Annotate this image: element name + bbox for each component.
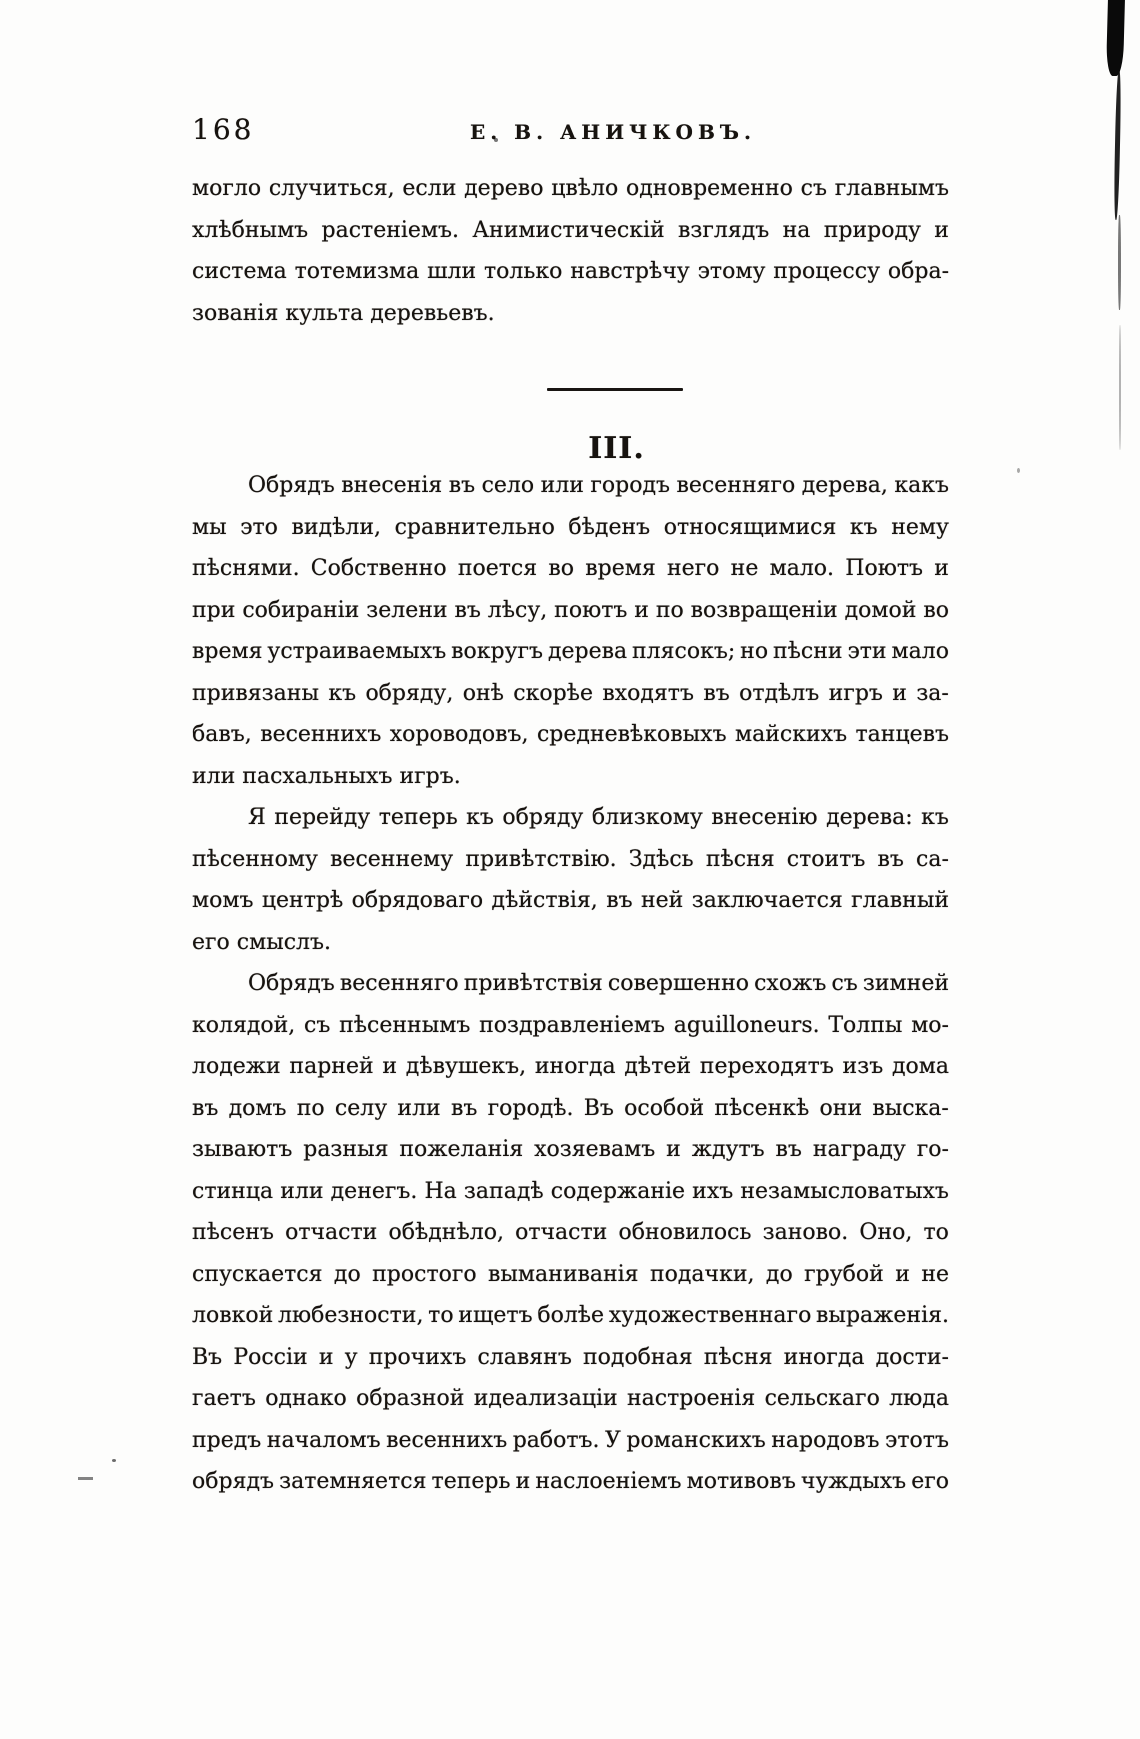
word: шли — [427, 259, 477, 284]
word: прочихъ — [368, 1344, 467, 1370]
word: весеннихъ — [386, 1427, 508, 1453]
text-line — [192, 1137, 949, 1179]
word: мы — [192, 514, 227, 540]
word: заключается — [691, 888, 843, 913]
word: къ — [466, 805, 494, 830]
word: началомъ — [266, 1427, 381, 1453]
word: весеннему — [330, 846, 454, 872]
text-line — [192, 1054, 949, 1096]
word: близкому — [591, 805, 703, 830]
word: награду — [812, 1137, 906, 1162]
word: иногда — [534, 1054, 616, 1079]
word: внесенію — [711, 805, 818, 830]
word: выска- — [872, 1095, 949, 1121]
word: и — [382, 1054, 398, 1079]
word: обѣднѣло, — [388, 1220, 504, 1245]
word: отдѣлъ — [739, 680, 820, 706]
word: обрядоваго — [351, 888, 484, 913]
word: болѣе — [537, 1303, 605, 1328]
word: главный — [851, 888, 949, 913]
word: образной — [356, 1386, 465, 1411]
word: обновилось — [618, 1220, 752, 1245]
word: На — [424, 1178, 457, 1204]
text-line — [192, 1303, 949, 1345]
word: пѣсенному — [192, 846, 318, 872]
word: вокругъ — [451, 639, 544, 664]
word: и — [515, 1469, 531, 1494]
word: него — [666, 556, 720, 581]
word: Я — [248, 805, 266, 830]
word: и — [934, 556, 949, 581]
text-line — [192, 722, 949, 764]
word: и — [892, 680, 907, 706]
word: Поютъ — [845, 556, 924, 581]
word: городъ — [590, 473, 671, 498]
word: нему — [891, 514, 949, 540]
word: въ — [448, 473, 476, 498]
word: зываютъ — [192, 1137, 293, 1162]
word: и — [934, 217, 949, 243]
word: художественнаго — [608, 1303, 812, 1328]
word: изъ — [842, 1054, 884, 1079]
word: на — [782, 217, 811, 243]
word: средневѣковыхъ — [536, 722, 727, 747]
word: дѣйствія, — [491, 888, 598, 913]
word: дома — [891, 1054, 949, 1079]
word: главнымъ — [834, 176, 949, 201]
word: зелени — [366, 597, 448, 623]
text-line: его смыслъ. — [192, 929, 332, 955]
word: Обрядъ — [248, 473, 335, 498]
word: пѣсня — [703, 1344, 773, 1370]
word: то — [923, 1220, 949, 1245]
word: пожеланія — [399, 1137, 524, 1162]
word: во — [923, 597, 949, 623]
text-line — [192, 805, 949, 847]
word: село — [481, 473, 535, 498]
text-line — [192, 1262, 949, 1304]
word: ней — [640, 888, 684, 913]
word: незамысловатыхъ — [740, 1178, 949, 1204]
text-line — [192, 1096, 949, 1138]
word: простого — [372, 1261, 477, 1287]
word: пѣсенъ — [192, 1220, 274, 1245]
word: возвращеніи — [690, 597, 838, 623]
page-body — [192, 176, 949, 1511]
word: майскихъ — [735, 722, 848, 747]
section-divider — [547, 388, 683, 391]
word: парней — [289, 1054, 374, 1079]
word: видѣли, — [291, 514, 381, 540]
text-line — [192, 556, 949, 598]
scan-artifact-edge-line — [1113, 70, 1121, 220]
word: момъ — [192, 888, 254, 913]
word: съ — [304, 1012, 331, 1038]
word: колядой, — [192, 1012, 296, 1038]
text-line — [192, 176, 949, 218]
word: городѣ. — [487, 1095, 574, 1121]
text-line — [192, 639, 949, 681]
word: домъ — [228, 1095, 287, 1121]
word: если — [402, 176, 457, 201]
word: къ — [921, 805, 949, 830]
word: са- — [916, 846, 949, 872]
paragraph — [192, 473, 949, 805]
word: мало — [891, 639, 949, 664]
word: aguilloneurs. — [673, 1012, 820, 1038]
word: пѣсня — [705, 846, 775, 872]
word: работъ. — [512, 1427, 600, 1453]
word: во — [548, 556, 575, 581]
word: поютъ — [554, 597, 628, 623]
word: сравнительно — [394, 514, 555, 540]
word: отчасти — [515, 1220, 608, 1245]
word: пѣсенкѣ — [714, 1095, 810, 1121]
word: то — [428, 1303, 454, 1328]
word: дѣтей — [624, 1054, 692, 1079]
word: наслоеніемъ — [535, 1469, 682, 1494]
word: выраженія. — [816, 1303, 949, 1328]
text-line — [192, 1386, 949, 1428]
word: и — [634, 597, 649, 623]
word: въ — [877, 846, 904, 872]
text-line — [192, 1469, 949, 1511]
word: или — [280, 1178, 324, 1204]
word: теперь — [378, 805, 458, 830]
word: привѣтствію. — [465, 846, 617, 872]
word: обра- — [887, 259, 949, 284]
word: дерева: — [826, 805, 913, 830]
word: природу — [823, 217, 921, 243]
word: и — [895, 1261, 910, 1287]
word: обряду, — [365, 680, 454, 706]
text-line — [192, 598, 949, 640]
word: особой — [624, 1095, 705, 1121]
word: хлѣбнымъ — [192, 217, 309, 243]
word: Толпы — [828, 1012, 903, 1038]
word: славянъ — [477, 1344, 572, 1370]
word: ищетъ — [458, 1303, 533, 1328]
word: переходятъ — [699, 1054, 834, 1079]
word: и — [318, 1344, 334, 1370]
word: дерева — [547, 639, 628, 664]
word: по — [655, 597, 684, 623]
text-line — [192, 1220, 949, 1262]
word: содержаніе — [550, 1178, 686, 1204]
word: подобная — [582, 1344, 693, 1370]
scan-artifact-edge-line-faint — [1118, 215, 1121, 310]
word: тотемизма — [294, 259, 420, 284]
word: мотивовъ — [686, 1469, 796, 1494]
word: поздравленіемъ — [479, 1012, 665, 1038]
paragraph — [192, 805, 949, 971]
word: въ — [454, 597, 481, 623]
word: относящимися — [663, 514, 837, 540]
word: го- — [916, 1137, 949, 1162]
word: взглядъ — [677, 217, 770, 243]
word: весенняго — [676, 473, 796, 498]
word: иногда — [783, 1344, 865, 1370]
word: система — [192, 259, 287, 284]
word: поется — [457, 556, 538, 581]
word: за- — [916, 680, 949, 706]
word: по — [296, 1095, 325, 1121]
word: лодежи — [192, 1054, 281, 1079]
word: привѣтствія — [463, 971, 603, 996]
word: гаетъ — [192, 1386, 256, 1411]
section-heading: III. — [588, 431, 645, 466]
word: ждутъ — [691, 1137, 765, 1162]
word: стоитъ — [786, 846, 866, 872]
text-line — [192, 259, 949, 301]
word: затемняется — [279, 1469, 427, 1494]
word: Анимистическій — [472, 217, 665, 243]
scan-speck — [1017, 468, 1020, 473]
word: западѣ — [463, 1178, 544, 1204]
text-line — [192, 1179, 949, 1221]
running-head-author: Е. В. АНИЧКОВЪ. — [470, 120, 756, 144]
word: въ — [703, 680, 730, 706]
word: устраиваемыхъ — [267, 639, 447, 664]
word: скорѣе — [513, 680, 593, 706]
text-line — [192, 473, 949, 515]
word: стинца — [192, 1178, 274, 1204]
word: выманиванія — [488, 1261, 639, 1287]
word: эти — [847, 639, 887, 664]
word: плясокъ; — [632, 639, 736, 664]
word: У — [605, 1427, 621, 1453]
text-line — [192, 888, 949, 930]
word: дерева, — [801, 473, 888, 498]
word: но — [740, 639, 769, 664]
word: и — [666, 1137, 681, 1162]
word: разныя — [303, 1137, 389, 1162]
word: входятъ — [602, 680, 694, 706]
word: отчасти — [285, 1220, 378, 1245]
word: ловкой — [192, 1303, 274, 1328]
word: люда — [889, 1386, 949, 1411]
text-line — [192, 1345, 949, 1387]
word: ихъ — [692, 1178, 734, 1204]
word: настроенія — [627, 1386, 756, 1411]
word: это — [240, 514, 278, 540]
word: пѣсеннымъ — [339, 1012, 471, 1038]
word: совершенно — [607, 971, 749, 996]
word: могло — [192, 176, 262, 201]
word: танцевъ — [855, 722, 949, 747]
word: Здѣсь — [628, 846, 694, 872]
word: предъ — [192, 1427, 262, 1453]
word: не — [730, 556, 759, 581]
word: пѣснями. — [192, 556, 300, 581]
word: случиться, — [268, 176, 395, 201]
word: мо- — [911, 1012, 949, 1038]
text-line — [192, 971, 949, 1013]
word: внесенія — [341, 473, 443, 498]
word: грубой — [804, 1261, 884, 1287]
word: или — [397, 1095, 441, 1121]
word: этотъ — [885, 1427, 949, 1453]
word: Россіи — [233, 1344, 308, 1370]
word: зимней — [862, 971, 949, 996]
word: дерево — [464, 176, 544, 201]
word: схожъ — [754, 971, 827, 996]
word: привязаны — [192, 680, 319, 706]
word: навстрѣчу — [570, 259, 690, 284]
word: время — [585, 556, 656, 581]
word: процессу — [773, 259, 881, 284]
word: любезности, — [277, 1303, 424, 1328]
word: къ — [849, 514, 878, 540]
paragraph — [192, 971, 949, 1511]
word: чуждыхъ — [800, 1469, 907, 1494]
word: заново. — [762, 1220, 849, 1245]
word: въ — [606, 888, 633, 913]
word: домой — [844, 597, 917, 623]
word: мало. — [769, 556, 835, 581]
word: дости- — [875, 1344, 949, 1370]
word: они — [819, 1095, 863, 1121]
word: Въ — [583, 1095, 614, 1121]
word: весенняго — [339, 971, 459, 996]
text-line — [192, 681, 949, 723]
paragraph — [192, 176, 949, 342]
word: лѣсу, — [487, 597, 548, 623]
text-line: или пасхальныхъ игръ. — [192, 763, 461, 789]
word: народовъ — [771, 1427, 880, 1453]
word: романскихъ — [626, 1427, 766, 1453]
word: обрядъ — [192, 1469, 274, 1494]
word: его — [911, 1469, 949, 1494]
word: у — [344, 1344, 358, 1370]
scan-artifact-ink-wedge — [1106, 0, 1125, 76]
word: какъ — [894, 473, 949, 498]
word: хороводовъ, — [389, 722, 529, 747]
word: съ — [831, 971, 858, 996]
word: время — [192, 639, 263, 664]
word: растеніемъ. — [321, 217, 460, 243]
word: бѣденъ — [568, 514, 651, 540]
text-line — [192, 1013, 949, 1055]
word: селу — [334, 1095, 388, 1121]
word: только — [484, 259, 563, 284]
word: пѣсни — [772, 639, 843, 664]
word: съ — [800, 176, 827, 201]
word: однако — [265, 1386, 347, 1411]
word: игръ — [828, 680, 883, 706]
word: къ — [328, 680, 357, 706]
page-number: 168 — [192, 113, 255, 146]
word: центрѣ — [261, 888, 344, 913]
word: дѣвушекъ, — [405, 1054, 527, 1079]
scan-speck-dash — [78, 1477, 93, 1480]
word: до — [333, 1261, 361, 1287]
word: въ — [192, 1095, 219, 1121]
scan-artifact-edge-line-fainter — [1119, 325, 1121, 450]
word: цвѣло — [551, 176, 619, 201]
word: не — [921, 1261, 949, 1287]
word: обряду — [502, 805, 584, 830]
text-line — [192, 515, 949, 557]
word: онѣ — [462, 680, 504, 706]
scan-speck — [112, 1459, 116, 1462]
word: въ — [450, 1095, 478, 1121]
text-line — [192, 847, 949, 889]
word: теперь — [431, 1469, 511, 1494]
word: Въ — [192, 1344, 223, 1370]
word: Собственно — [310, 556, 447, 581]
word: въ — [775, 1137, 802, 1162]
word: Обрядъ — [248, 971, 335, 996]
text-line: зованія культа деревьевъ. — [192, 300, 495, 326]
text-line — [192, 1428, 949, 1470]
word: весеннихъ — [260, 722, 382, 747]
word: до — [765, 1261, 793, 1287]
word: идеализаціи — [473, 1386, 618, 1411]
word: этому — [697, 259, 766, 284]
word: подачки, — [649, 1261, 755, 1287]
word: бавъ, — [192, 722, 252, 747]
word: хозяевамъ — [534, 1137, 656, 1162]
word: денегъ. — [330, 1178, 418, 1204]
text-line — [192, 218, 949, 260]
word: собираніи — [242, 597, 360, 623]
word: перейду — [274, 805, 371, 830]
word: сельскаго — [764, 1386, 880, 1411]
word: или — [540, 473, 584, 498]
word: при — [192, 597, 236, 623]
word: Оно, — [859, 1220, 913, 1245]
word: одновременно — [625, 176, 793, 201]
word: спускается — [192, 1261, 323, 1287]
